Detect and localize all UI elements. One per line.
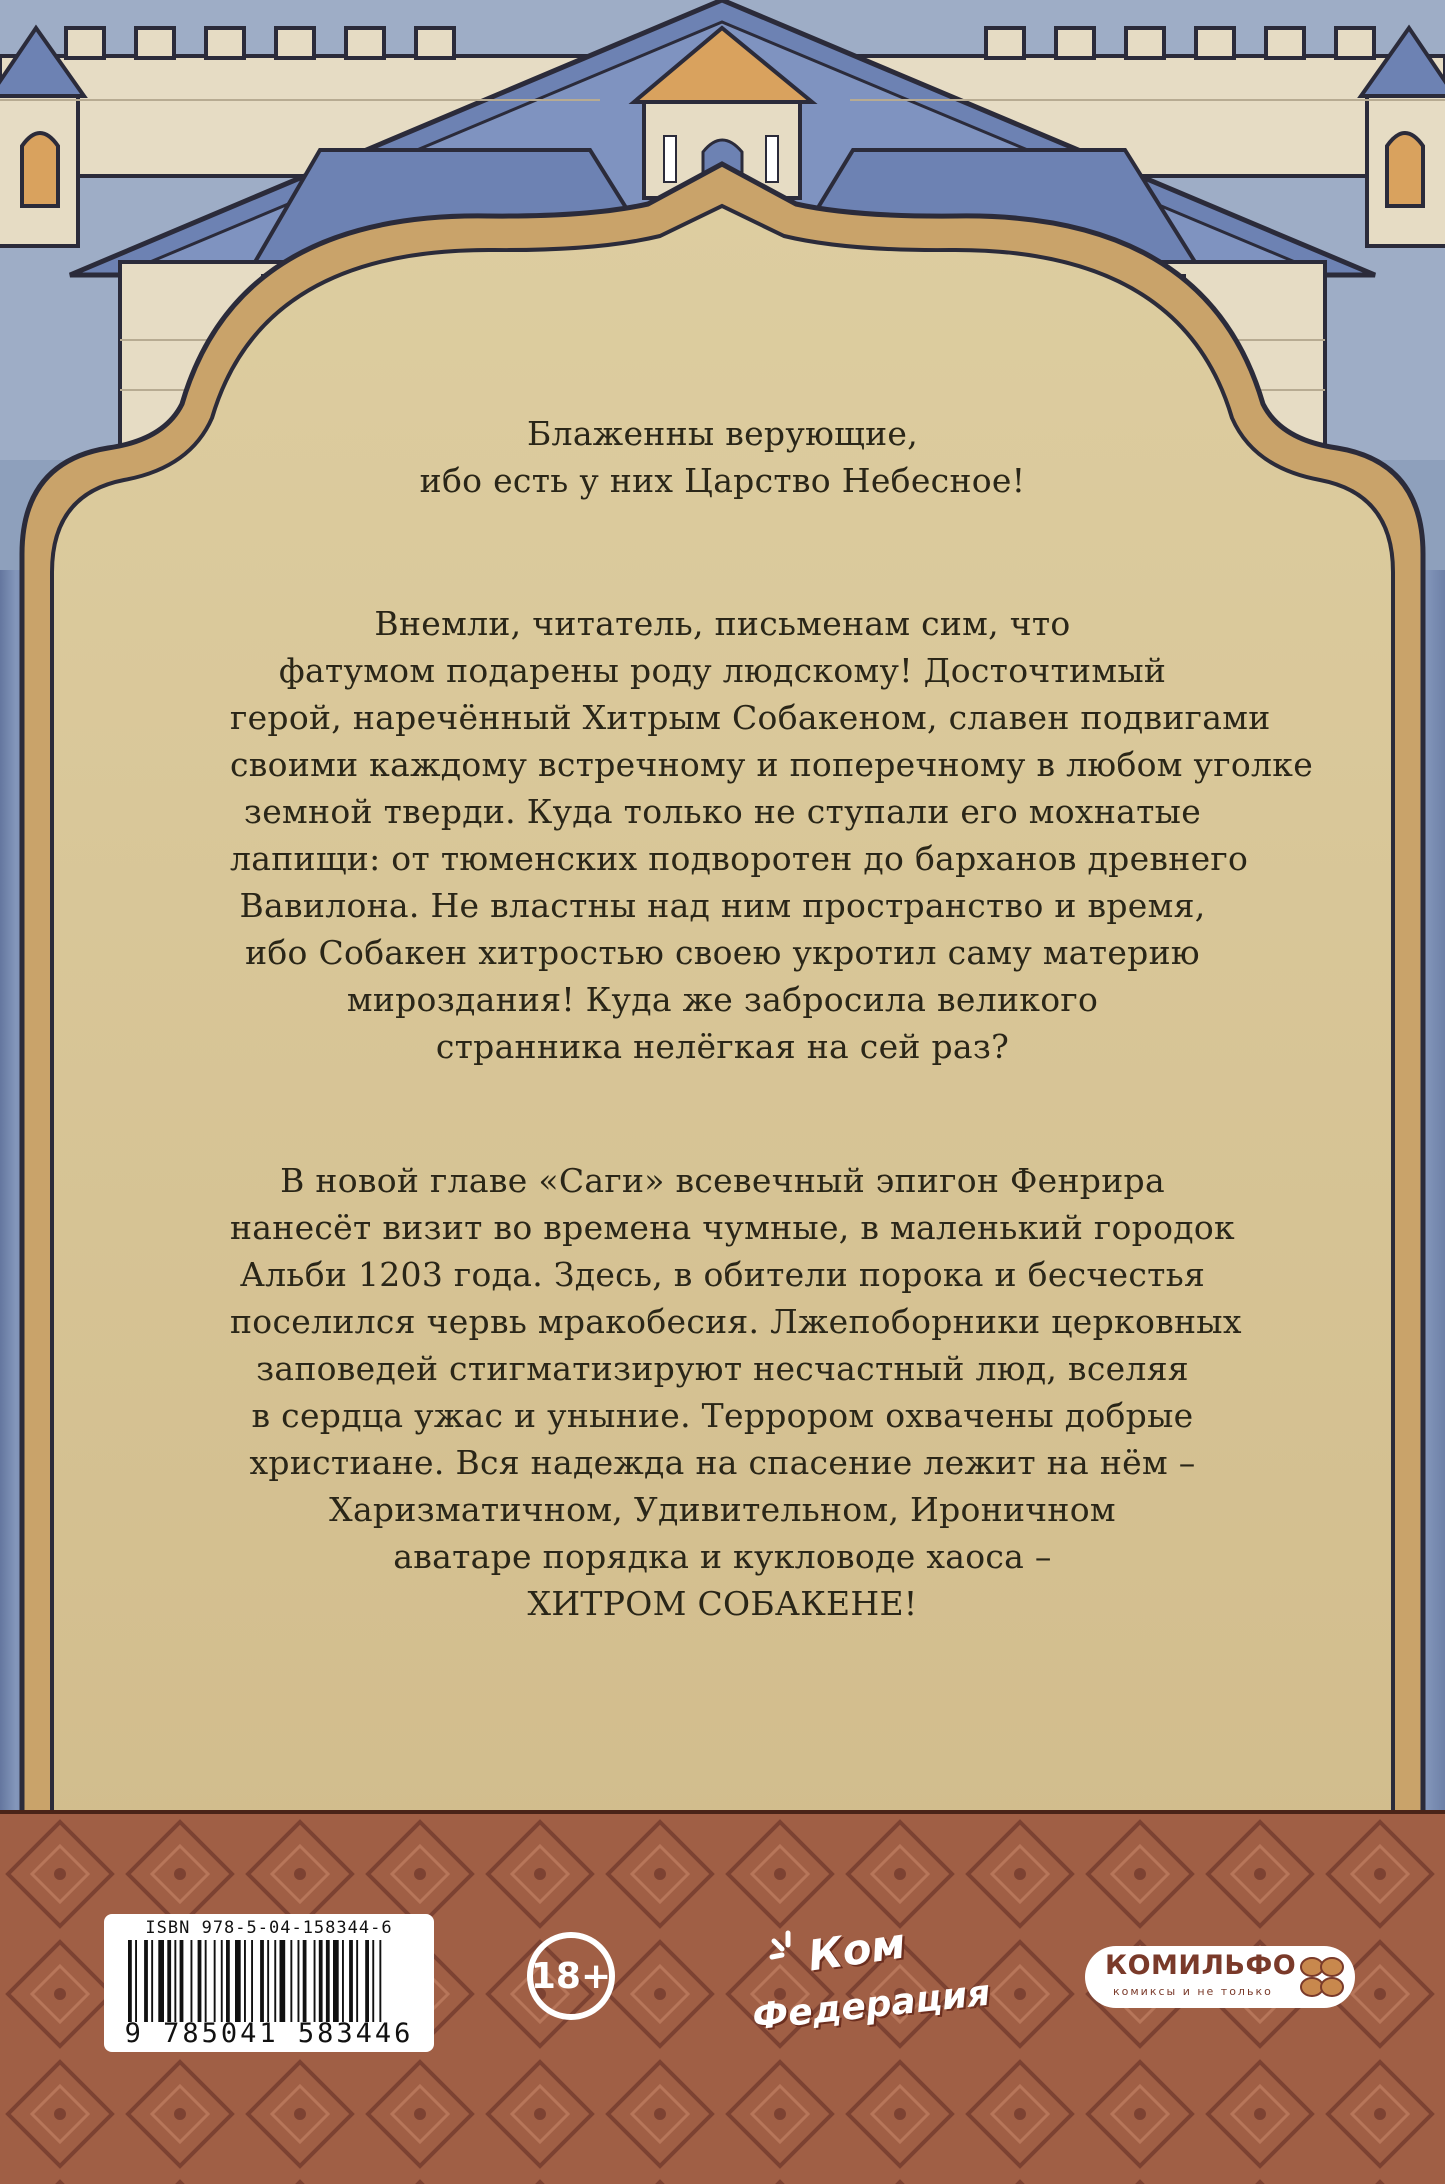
komilfo-name: КОМИЛЬФО xyxy=(1105,1950,1297,1981)
text-line: странника нелёгкая на сей раз? xyxy=(435,1027,1010,1066)
barcode-bar xyxy=(244,1940,246,2022)
barcode-bar xyxy=(326,1940,330,2022)
text-line: фатумом подарены роду людскому! Досточтимый xyxy=(278,651,1167,690)
barcode-bar xyxy=(205,1940,207,2022)
barcode-bar xyxy=(214,1940,216,2022)
barcode-bar xyxy=(319,1940,323,2022)
text-line: аватаре порядка и кукловоде хаоса – xyxy=(393,1537,1052,1576)
komilfo-logo xyxy=(1085,1946,1355,2008)
komfederaciya-logo xyxy=(748,1918,993,2045)
text-line: ибо Собакен хитростью своею укротил саму материю xyxy=(245,933,1200,972)
blurb-paragraph-2 xyxy=(230,1157,1242,1627)
text-line: заповедей стигматизируют несчастный люд, вселяя xyxy=(256,1349,1189,1388)
barcode-bar xyxy=(314,1940,316,2022)
text-line: в сердца ужас и уныние. Террором охвачены добрые xyxy=(251,1396,1194,1435)
komfed-line2: Федерация xyxy=(750,1972,993,2039)
spark-icon xyxy=(768,1929,808,1969)
barcode-bar xyxy=(356,1940,358,2022)
barcode-bar xyxy=(135,1940,137,2022)
barcode-bar xyxy=(280,1940,286,2022)
text-line: земной тверди. Куда только не ступали его мохнатые xyxy=(243,792,1202,831)
barcode-bar xyxy=(333,1940,339,2022)
text-line: мироздания! Куда же забросила великого xyxy=(346,980,1099,1019)
text-line: ХИТРОМ СОБАКЕНЕ! xyxy=(527,1584,918,1623)
barcode-bar xyxy=(379,1940,381,2022)
age-rating-badge: 18+ xyxy=(527,1932,615,2020)
barcode-bar xyxy=(274,1940,276,2022)
barcode-bar xyxy=(349,1940,353,2022)
barcode-bars xyxy=(126,1940,416,2022)
text-line: герой, наречённый Хитрым Собакеном, славен подвигами xyxy=(230,698,1271,737)
text-line: своими каждому встречному и поперечному в любом уголке xyxy=(230,745,1314,784)
quote-line: Блаженны верующие, xyxy=(527,414,918,453)
barcode-bar xyxy=(303,1940,307,2022)
text-line: нанесёт визит во времена чумные, в маленький городок xyxy=(230,1208,1235,1247)
barcode-bar xyxy=(180,1940,184,2022)
barcode-bar xyxy=(174,1940,176,2022)
barcode-bar xyxy=(342,1940,344,2022)
isbn-number: ISBN 978-5-04-158344-6 xyxy=(145,1918,393,1938)
quote-line: ибо есть у них Царство Небесное! xyxy=(419,461,1026,500)
text-line: В новой главе «Саги» всевечный эпигон Фенрира xyxy=(280,1161,1165,1200)
barcode-bar xyxy=(158,1940,164,2022)
barcode-bar xyxy=(251,1940,253,2022)
barcode-bar xyxy=(151,1940,153,2022)
text-line: Альби 1203 года. Здесь, в обители порока и бесчестья xyxy=(239,1255,1206,1294)
barcode-bar xyxy=(191,1940,193,2022)
text-line: Вавилона. Не властны над ним пространство и время, xyxy=(239,886,1206,925)
barcode-bar xyxy=(372,1940,374,2022)
isbn-barcode xyxy=(104,1914,434,2052)
barcode-bar xyxy=(235,1940,241,2022)
text-line: Харизматичном, Удивительном, Ироничном xyxy=(329,1490,1116,1529)
komfed-line1: Ком xyxy=(805,1918,909,1981)
barcode-bar xyxy=(298,1940,300,2022)
text-line: лапищи: от тюменских подворотен до барханов древнего xyxy=(230,839,1249,878)
blurb-paragraph-1 xyxy=(230,600,1314,1070)
barcode-bar xyxy=(267,1940,269,2022)
epigraph-quote xyxy=(230,410,1215,504)
komilfo-tagline: комиксы и не только xyxy=(1113,1985,1273,1998)
barcode-bar xyxy=(221,1940,223,2022)
barcode-bar xyxy=(290,1940,292,2022)
barcode-bar xyxy=(226,1940,230,2022)
barcode-bar xyxy=(128,1940,132,2022)
text-line: христиане. Вся надежда на спасение лежит на нём – xyxy=(249,1443,1196,1482)
komilfo-mark-icon xyxy=(1296,1951,1348,2003)
barcode-bar xyxy=(198,1940,202,2022)
text-line: поселился червь мракобесия. Лжепоборники церковных xyxy=(230,1302,1242,1341)
text-line: Внемли, читатель, письменам сим, что xyxy=(374,604,1071,643)
barcode-bar xyxy=(365,1940,369,2022)
ean-digits: 9 785041 583446 xyxy=(124,2018,414,2049)
barcode-bar xyxy=(144,1940,148,2022)
barcode-bar xyxy=(260,1940,264,2022)
barcode-bar xyxy=(167,1940,171,2022)
